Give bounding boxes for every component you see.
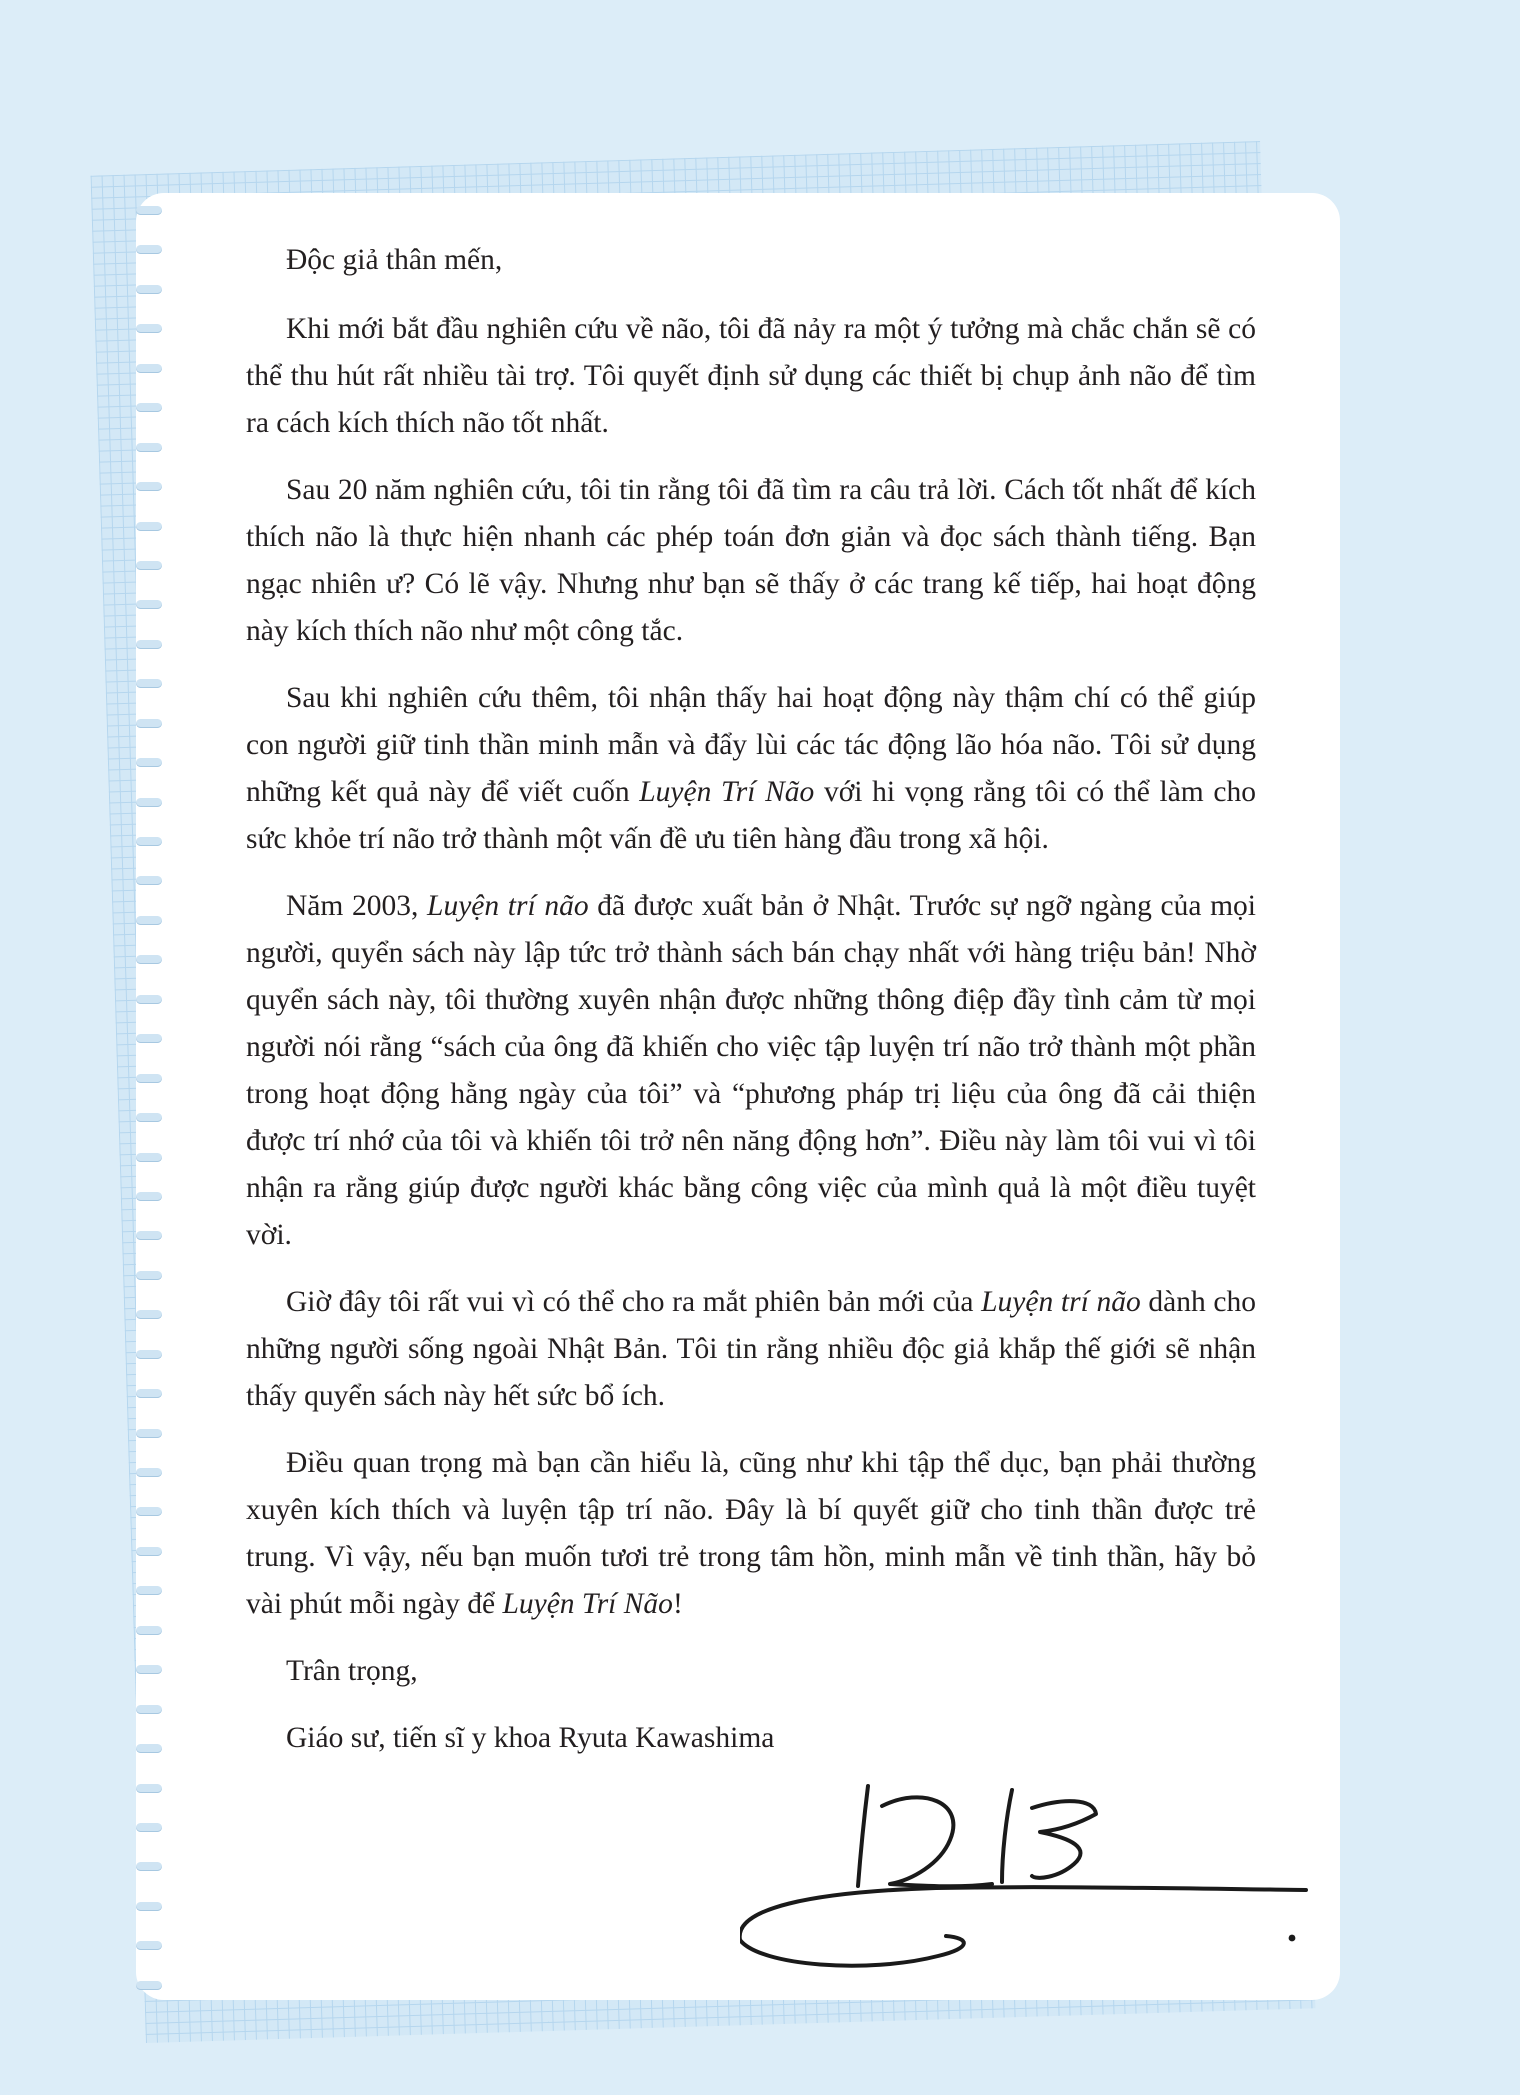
binding-ring (136, 245, 162, 254)
letter-paragraph-1: Khi mới bắt đầu nghiên cứu về não, tôi đã nảy ra một ý tưởng mà chắc chắn sẽ có thể thu hút rất nhiều tài trợ. Tôi quyết định sử dụng các thiết bị chụp ảnh não để tìm ra cách kích thích não tốt nhất. (246, 313, 1256, 439)
paragraph-text: Giờ đây tôi rất vui vì có thể cho ra mắt phiên bản mới của (286, 1286, 982, 1318)
binding-ring (136, 640, 162, 649)
notebook-binding (136, 206, 168, 1990)
letter-paragraph-4 (246, 883, 1256, 1259)
binding-ring (136, 798, 162, 807)
binding-ring (136, 1744, 162, 1753)
binding-ring (136, 1862, 162, 1871)
binding-ring (136, 1310, 162, 1319)
binding-ring (136, 1784, 162, 1793)
binding-ring (136, 758, 162, 767)
binding-ring (136, 1389, 162, 1398)
binding-ring (136, 837, 162, 846)
binding-ring (136, 285, 162, 294)
paragraph-text: ! (672, 1588, 683, 1620)
letter-closing: Trân trọng, (286, 1655, 418, 1687)
binding-ring (136, 1429, 162, 1438)
binding-ring (136, 1153, 162, 1162)
binding-ring (136, 1074, 162, 1083)
letter-paragraph-6 (246, 1440, 1256, 1628)
binding-ring (136, 561, 162, 570)
handwritten-signature (740, 1768, 1320, 1978)
binding-ring (136, 679, 162, 688)
binding-ring (136, 1823, 162, 1832)
binding-ring (136, 482, 162, 491)
signer-name: Giáo sư, tiến sĩ y khoa Ryuta Kawashima (286, 1722, 775, 1754)
binding-ring (136, 1468, 162, 1477)
binding-ring (136, 1192, 162, 1201)
binding-ring (136, 206, 162, 215)
binding-ring (136, 1981, 162, 1990)
paragraph-text: đã được xuất bản ở Nhật. Trước sự ngỡ ngàng của mọi người, quyển sách này lập tức trở thành sách bán chạy nhất với hàng triệu bản! Nhờ quyển sách này, tôi thường xuyên nhận được những thông điệp đầy tình cảm từ mọi người nói rằng “sách của ông đã khiến cho việc tập luyện trí não trở thành một phần trong hoạt động hằng ngày của tôi” và “phương pháp trị liệu của ông đã cải thiện được trí nhớ của tôi và khiến tôi trở nên năng động hơn”. Điều này làm tôi vui vì tôi nhận ra rằng giúp được người khác bằng công việc của mình quả là một điều tuyệt vời. (246, 890, 1256, 1251)
binding-ring (136, 876, 162, 885)
binding-ring (136, 1231, 162, 1240)
book-title: Luyện Trí Não (639, 776, 815, 808)
book-title: Luyện trí não (427, 890, 589, 922)
letter-paragraph-2: Sau 20 năm nghiên cứu, tôi tin rằng tôi đã tìm ra câu trả lời. Cách tốt nhất để kích thích não là thực hiện nhanh các phép toán đơn giản và đọc sách thành tiếng. Bạn ngạc nhiên ư? Có lẽ vậy. Nhưng như bạn sẽ thấy ở các trang kế tiếp, hai hoạt động này kích thích não như một công tắc. (246, 474, 1256, 647)
paragraph-text: Điều quan trọng mà bạn cần hiểu là, cũng như khi tập thể dục, bạn phải thường xuyên kích thích và luyện tập trí não. Đây là bí quyết giữ cho tinh thần được trẻ trung. Vì vậy, nếu bạn muốn tươi trẻ trong tâm hồn, minh mẫn về tinh thần, hãy bỏ vài phút mỗi ngày để (246, 1447, 1256, 1620)
binding-ring (136, 1586, 162, 1595)
paragraph-text: Sau khi nghiên cứu thêm, tôi nhận thấy hai hoạt động này thậm chí có thể giúp con người giữ tinh thần minh mẫn và đẩy lùi các tác động lão hóa não. Tôi sử dụng những kết quả này để viết cuốn (246, 682, 1256, 808)
paragraph-text: Năm 2003, (286, 890, 428, 922)
binding-ring (136, 1626, 162, 1635)
book-title: Luyện Trí Não (502, 1588, 673, 1620)
binding-ring (136, 1902, 162, 1911)
binding-ring (136, 1271, 162, 1280)
binding-ring (136, 1547, 162, 1556)
binding-ring (136, 522, 162, 531)
binding-ring (136, 1665, 162, 1674)
paragraph-text: dành cho những người sống ngoài Nhật Bản. Tôi tin rằng nhiều độc giả khắp thế giới sẽ nhận thấy quyển sách này hết sức bổ ích. (246, 1286, 1257, 1412)
paragraph-text: với hi vọng rằng tôi có thể làm cho sức khỏe trí não trở thành một vấn đề ưu tiên hàng đầu trong xã hội. (246, 776, 1256, 855)
letter-paragraph-5 (246, 1279, 1256, 1420)
letter-greeting: Độc giả thân mến, (286, 244, 503, 276)
book-title: Luyện trí não (981, 1286, 1141, 1318)
binding-ring (136, 1113, 162, 1122)
binding-ring (136, 916, 162, 925)
binding-ring (136, 1350, 162, 1359)
binding-ring (136, 955, 162, 964)
binding-ring (136, 324, 162, 333)
binding-ring (136, 443, 162, 452)
binding-ring (136, 1034, 162, 1043)
binding-ring (136, 600, 162, 609)
binding-ring (136, 403, 162, 412)
binding-ring (136, 1705, 162, 1714)
letter-body (246, 237, 1256, 1782)
binding-ring (136, 995, 162, 1004)
binding-ring (136, 1941, 162, 1950)
binding-ring (136, 1507, 162, 1516)
letter-paragraph-3 (246, 675, 1256, 863)
binding-ring (136, 364, 162, 373)
binding-ring (136, 719, 162, 728)
